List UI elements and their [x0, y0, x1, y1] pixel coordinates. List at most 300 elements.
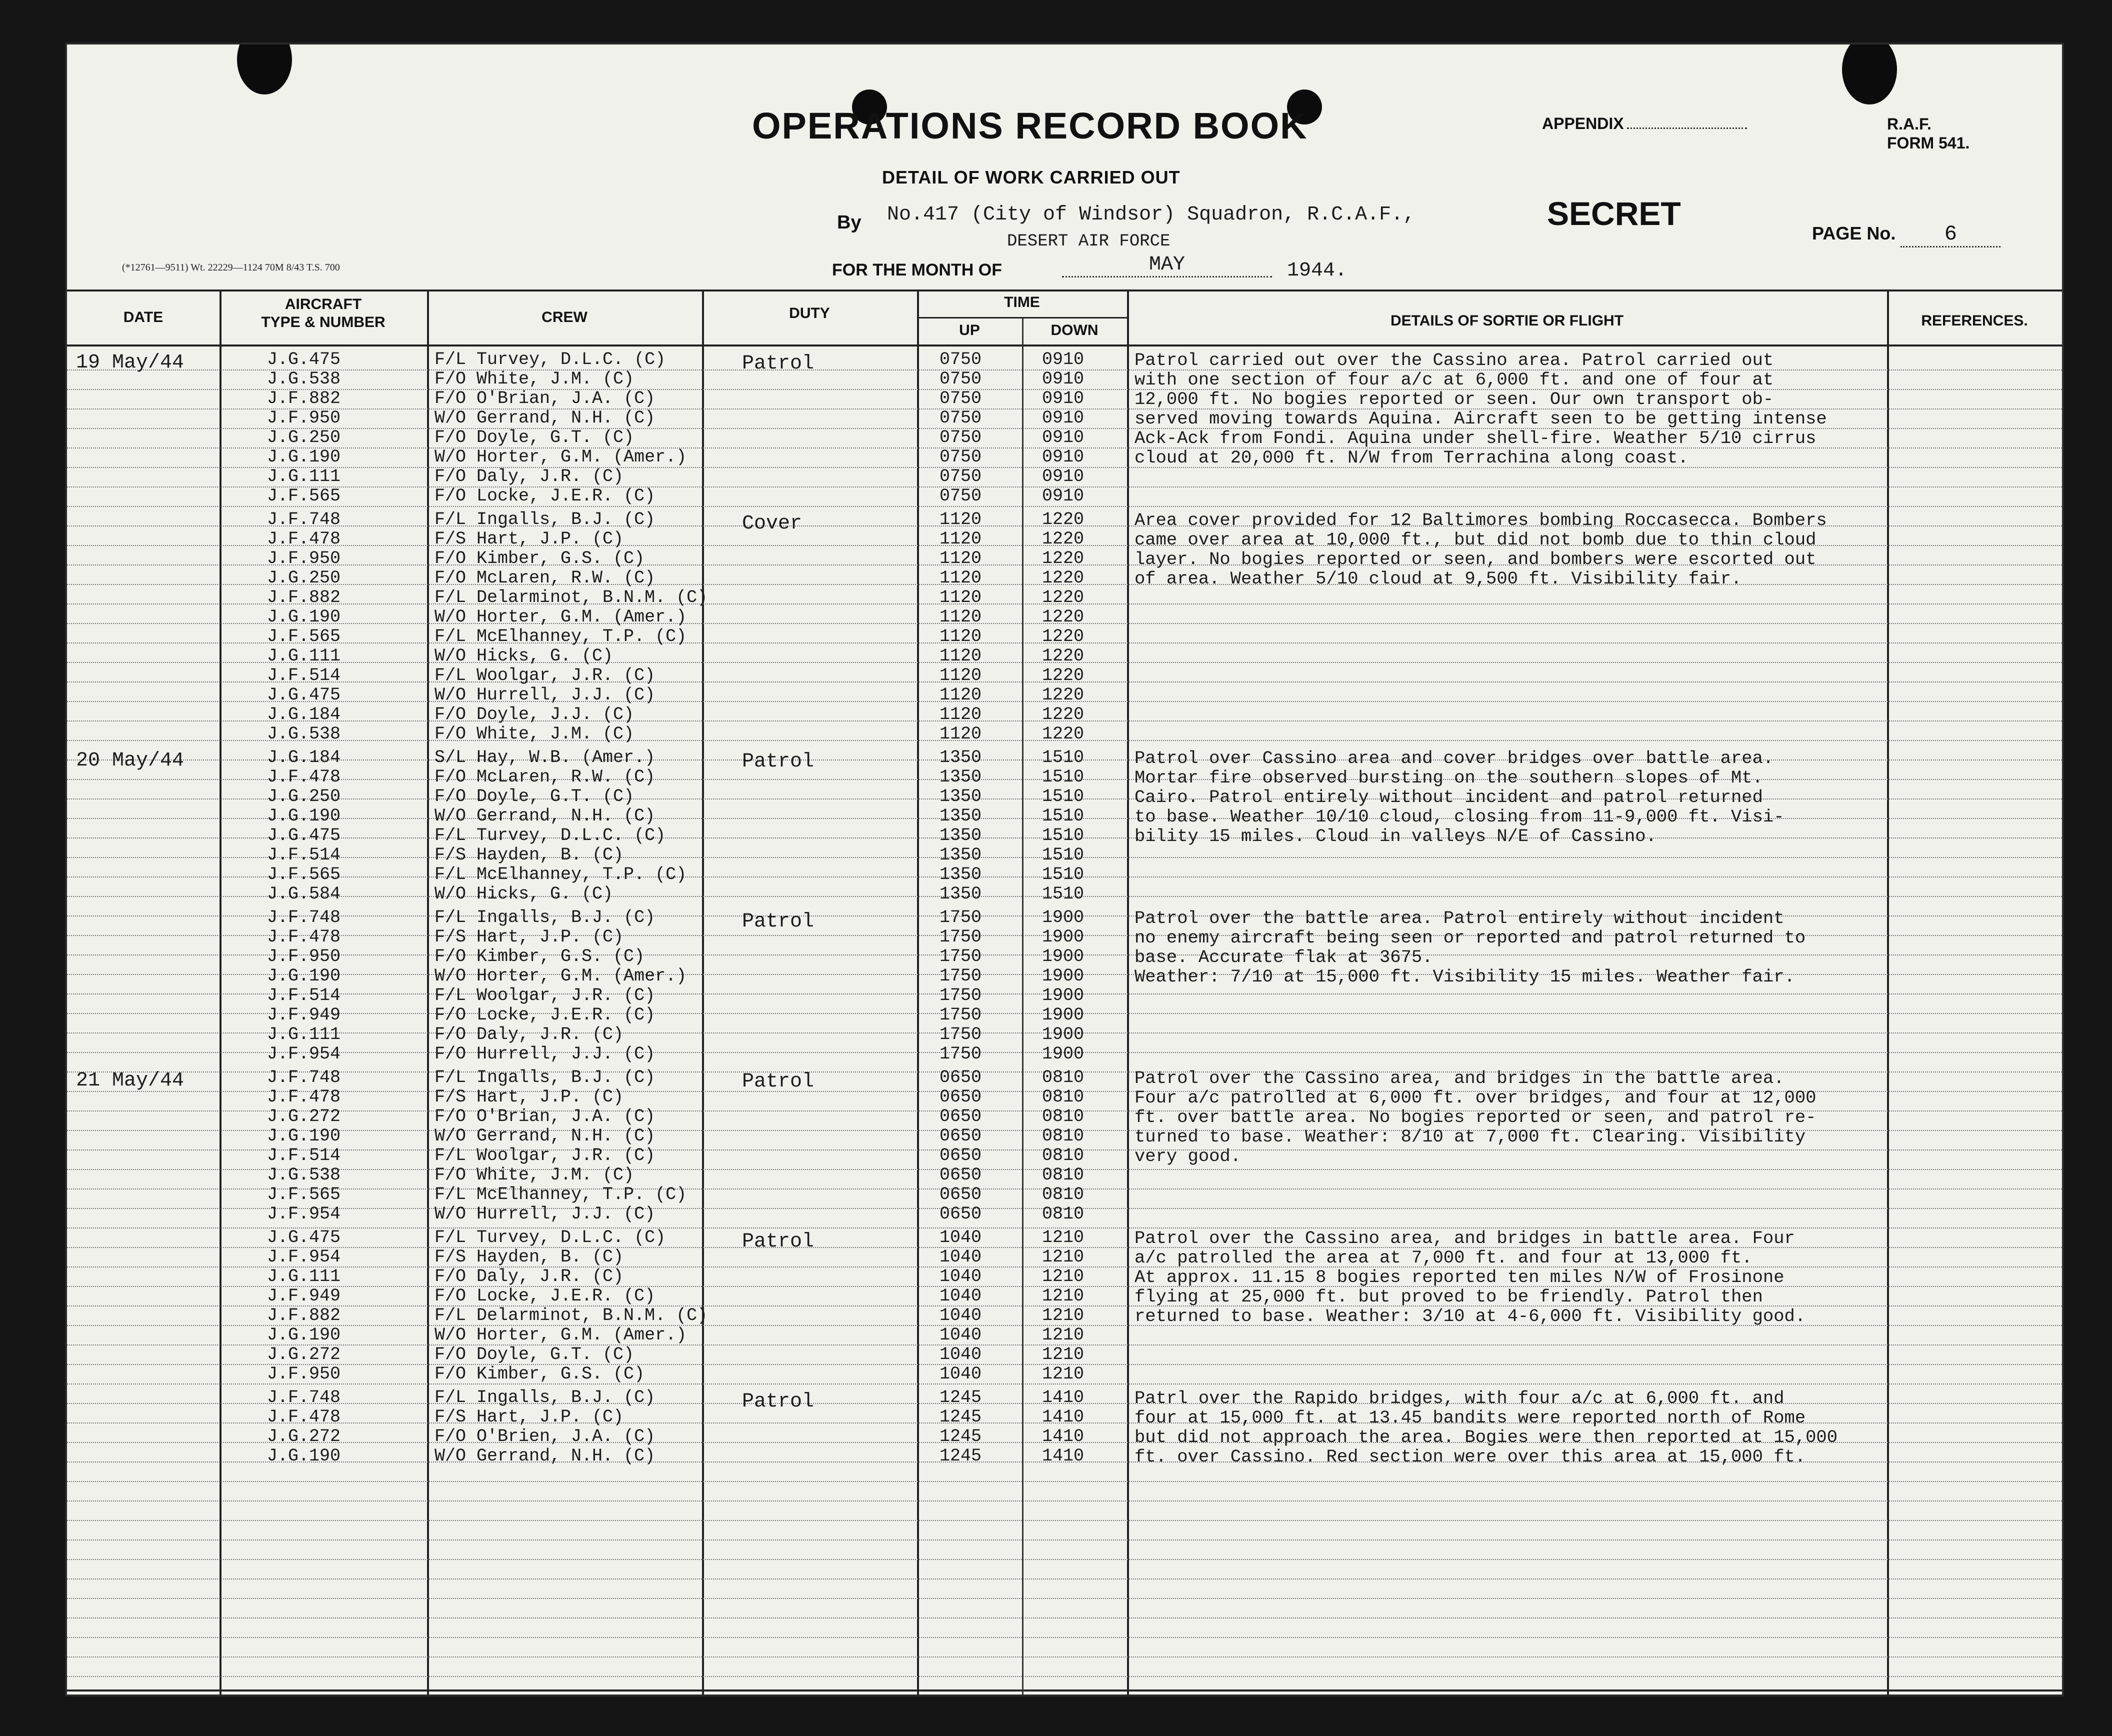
crew-member: F/L McElhanney, T.P. (C) — [434, 1184, 687, 1204]
time-down: 1210 — [1042, 1286, 1084, 1306]
time-up: 1120 — [940, 607, 982, 627]
time-down: 0810 — [1042, 1165, 1084, 1185]
col-references: REFERENCES. — [1921, 312, 2028, 329]
col-aircraft — [220, 296, 427, 332]
month-label: FOR THE MONTH OF — [832, 260, 1002, 280]
time-down: 0810 — [1042, 1106, 1084, 1126]
time-down: 1220 — [1042, 568, 1084, 588]
sortie-detail-line: Patrl over the Rapido bridges, with four a/c at 6,000 ft. and — [1134, 1388, 1784, 1408]
aircraft-number: J.F.949 — [267, 1005, 341, 1025]
aircraft-number: J.F.565 — [267, 1184, 341, 1204]
aircraft-number: J.F.882 — [267, 388, 341, 408]
print-reference: (*12761—9511) Wt. 22229—1124 70M 8/43 T.S. 700 — [122, 262, 340, 273]
col-aircraft-line1: AIRCRAFT — [284, 296, 362, 312]
time-down: 0810 — [1042, 1184, 1084, 1204]
crew-member: F/O Daly, J.R. (C) — [434, 466, 624, 486]
time-down: 1210 — [1042, 1228, 1084, 1248]
crew-member: S/L Hay, W.B. (Amer.) — [434, 748, 656, 768]
time-down: 1510 — [1042, 826, 1084, 846]
crew-member: F/O McLaren, R.W. (C) — [434, 568, 656, 588]
crew-member: F/O O'Brian, J.A. (C) — [434, 388, 656, 408]
ruled-line — [67, 1676, 2062, 1677]
time-down: 1220 — [1042, 510, 1084, 530]
sortie-detail-line: flying at 25,000 ft. but proved to be friendly. Patrol then — [1134, 1286, 1763, 1307]
time-up: 0650 — [940, 1146, 982, 1166]
sortie-detail-line: ft. over battle area. No bogies reported or seen, and patrol re- — [1134, 1107, 1816, 1128]
crew-member: W/O Gerrand, N.H. (C) — [434, 408, 656, 428]
aircraft-number: J.F.748 — [267, 510, 341, 530]
col-crew: CREW — [542, 309, 588, 326]
time-up: 0750 — [940, 350, 982, 370]
crew-member: F/O Locke, J.E.R. (C) — [434, 1286, 656, 1306]
crew-member: F/O White, J.M. (C) — [434, 369, 634, 389]
entry-date: 21 May/44 — [76, 1070, 184, 1092]
time-up: 1245 — [940, 1426, 982, 1446]
aircraft-number: J.G.272 — [267, 1426, 341, 1446]
entry-duty: Patrol — [742, 352, 814, 375]
time-up: 0650 — [940, 1204, 982, 1224]
crew-member: W/O Hicks, G. (C) — [434, 646, 614, 666]
time-down: 1900 — [1042, 966, 1084, 986]
aircraft-number: J.F.748 — [267, 908, 341, 928]
aircraft-number: J.G.272 — [267, 1344, 341, 1364]
sortie-detail-line: but did not approach the area. Bogies were then reported at 15,000 — [1134, 1427, 1838, 1448]
time-down: 1220 — [1042, 685, 1084, 705]
sortie-detail-line: of area. Weather 5/10 cloud at 9,500 ft. Visibility fair. — [1134, 568, 1742, 589]
aircraft-number: J.G.538 — [267, 1165, 341, 1185]
sortie-detail-line: Cairo. Patrol entirely without incident and patrol returned — [1134, 787, 1763, 808]
aircraft-number: J.F.748 — [267, 1388, 341, 1408]
time-down: 0910 — [1042, 388, 1084, 408]
col-aircraft-line2: TYPE & NUMBER — [261, 314, 386, 330]
time-down: 1510 — [1042, 864, 1084, 884]
time-down: 0810 — [1042, 1146, 1084, 1166]
time-up: 1120 — [940, 626, 982, 646]
time-down: 1410 — [1042, 1446, 1084, 1466]
ruled-line — [67, 1637, 2062, 1638]
time-up: 1120 — [940, 568, 982, 588]
aircraft-number: J.G.475 — [267, 350, 341, 370]
time-down: 1220 — [1042, 626, 1084, 646]
time-down: 1510 — [1042, 767, 1084, 787]
ruled-line — [67, 1656, 2062, 1658]
col-time-down: DOWN — [1050, 322, 1098, 338]
time-up: 0750 — [940, 486, 982, 506]
time-down: 0910 — [1042, 428, 1084, 448]
time-up: 1350 — [940, 845, 982, 865]
crew-member: F/O Doyle, J.J. (C) — [434, 704, 634, 724]
aircraft-number: J.F.565 — [267, 486, 341, 506]
year-value: 1944. — [1287, 260, 1348, 282]
time-up: 1040 — [940, 1247, 982, 1267]
crew-member: F/O O'Brien, J.A. (C) — [434, 1426, 656, 1446]
ruled-line — [67, 1481, 2062, 1482]
time-up: 0750 — [940, 388, 982, 408]
time-down: 0910 — [1042, 447, 1084, 467]
crew-member: F/S Hart, J.P. (C) — [434, 1087, 624, 1107]
time-up: 1120 — [940, 724, 982, 744]
aircraft-number: J.G.584 — [267, 884, 341, 904]
crew-member: F/S Hart, J.P. (C) — [434, 529, 624, 549]
sortie-detail-line: served moving towards Aquina. Aircraft seen to be getting intense — [1134, 408, 1827, 429]
crew-member: W/O Horter, G.M. (Amer.) — [434, 447, 687, 467]
time-up: 1350 — [940, 884, 982, 904]
time-down: 1220 — [1042, 529, 1084, 549]
aircraft-number: J.G.475 — [267, 685, 341, 705]
time-down: 1410 — [1042, 1426, 1084, 1446]
time-up: 1245 — [940, 1407, 982, 1427]
aircraft-number: J.F.514 — [267, 845, 341, 865]
ruled-line — [67, 1598, 2062, 1599]
crew-member: F/L Ingalls, B.J. (C) — [434, 510, 656, 530]
sortie-detail-line: bility 15 miles. Cloud in valleys N/E of Cassino. — [1134, 826, 1656, 846]
month-value: MAY — [1062, 254, 1272, 278]
time-down: 1210 — [1042, 1306, 1084, 1326]
crew-member: F/O Daly, J.R. (C) — [434, 1024, 624, 1044]
aircraft-number: J.G.538 — [267, 369, 341, 389]
sortie-table — [67, 290, 2062, 1694]
entry-duty: Patrol — [742, 750, 814, 773]
crew-member: F/O Doyle, G.T. (C) — [434, 1344, 634, 1364]
time-up: 0650 — [940, 1126, 982, 1146]
aircraft-number: J.G.111 — [267, 466, 341, 486]
form-title: OPERATIONS RECORD BOOK — [752, 105, 1308, 146]
entry-duty: Patrol — [742, 1230, 814, 1253]
ruled-line — [67, 1500, 2062, 1502]
record-page — [65, 42, 2064, 1696]
time-down: 1410 — [1042, 1407, 1084, 1427]
crew-member: W/O Hurrell, J.J. (C) — [434, 685, 656, 705]
sortie-detail-line: Patrol over Cassino area and cover bridges over battle area. — [1134, 748, 1774, 768]
crew-member: F/L Ingalls, B.J. (C) — [434, 1388, 656, 1408]
col-duty: DUTY — [789, 305, 830, 322]
crew-member: F/L McElhanney, T.P. (C) — [434, 626, 687, 646]
time-up: 0750 — [940, 369, 982, 389]
time-up: 1120 — [940, 666, 982, 686]
aircraft-number: J.G.190 — [267, 1325, 341, 1345]
appendix-field — [1542, 114, 1747, 133]
time-down: 1220 — [1042, 724, 1084, 744]
crew-member: F/S Hart, J.P. (C) — [434, 927, 624, 947]
time-down: 1220 — [1042, 548, 1084, 568]
time-up: 1040 — [940, 1306, 982, 1326]
sortie-detail-line: a/c patrolled the area at 7,000 ft. and four at 13,000 ft. — [1134, 1248, 1752, 1268]
aircraft-number: J.G.190 — [267, 966, 341, 986]
time-up: 0650 — [940, 1106, 982, 1126]
time-down: 1220 — [1042, 704, 1084, 724]
formation-name: DESERT AIR FORCE — [1007, 232, 1170, 251]
sortie-detail-line: cloud at 20,000 ft. N/W from Terrachina along coast. — [1134, 448, 1688, 468]
time-up: 1120 — [940, 510, 982, 530]
time-up: 1750 — [940, 946, 982, 966]
time-up: 1040 — [940, 1286, 982, 1306]
col-time: TIME — [1004, 294, 1040, 310]
time-up: 1350 — [940, 806, 982, 826]
sortie-detail-line: with one section of four a/c at 6,000 ft. and one of four at — [1134, 370, 1774, 390]
sortie-detail-line: Area cover provided for 12 Baltimores bombing Roccasecca. Bombers — [1134, 510, 1827, 530]
time-down: 1900 — [1042, 927, 1084, 947]
time-up: 1120 — [940, 588, 982, 608]
time-up: 1040 — [940, 1364, 982, 1384]
aircraft-number: J.G.111 — [267, 646, 341, 666]
time-down: 0910 — [1042, 350, 1084, 370]
crew-member: F/S Hayden, B. (C) — [434, 845, 624, 865]
time-up: 1040 — [940, 1266, 982, 1286]
time-up: 0650 — [940, 1184, 982, 1204]
crew-member: F/L Woolgar, J.R. (C) — [434, 986, 656, 1006]
sortie-detail-line: ft. over Cassino. Red section were over this area at 15,000 ft. — [1134, 1446, 1806, 1467]
time-up: 0750 — [940, 466, 982, 486]
time-down: 0810 — [1042, 1204, 1084, 1224]
time-up: 1245 — [940, 1388, 982, 1408]
form-label-raf: R.A.F. — [1887, 115, 1932, 133]
time-down: 1220 — [1042, 607, 1084, 627]
sortie-detail-line: came over area at 10,000 ft., but did not bomb due to thin cloud — [1134, 530, 1816, 550]
aircraft-number: J.G.184 — [267, 704, 341, 724]
time-down: 1220 — [1042, 646, 1084, 666]
aircraft-number: J.F.514 — [267, 666, 341, 686]
page-number-field — [1812, 222, 2000, 248]
time-up: 1750 — [940, 1005, 982, 1025]
crew-member: F/O O'Brian, J.A. (C) — [434, 1106, 656, 1126]
aircraft-number: J.G.111 — [267, 1266, 341, 1286]
sortie-detail-line: no enemy aircraft being seen or reported and patrol returned to — [1134, 928, 1806, 948]
crew-member: F/L Ingalls, B.J. (C) — [434, 908, 656, 928]
time-down: 1900 — [1042, 1044, 1084, 1064]
page-label: PAGE No. — [1812, 223, 1896, 244]
crew-member: F/O Hurrell, J.J. (C) — [434, 1044, 656, 1064]
crew-member: F/L Ingalls, B.J. (C) — [434, 1068, 656, 1088]
time-down: 0910 — [1042, 466, 1084, 486]
sortie-detail-line: very good. — [1134, 1146, 1242, 1166]
crew-member: F/L Turvey, D.L.C. (C) — [434, 350, 666, 370]
crew-member: F/L Delarminot, B.N.M. (C) — [434, 588, 708, 608]
time-up: 0650 — [940, 1165, 982, 1185]
aircraft-number: J.F.950 — [267, 548, 341, 568]
punch-hole-left — [237, 42, 292, 94]
ruled-line — [67, 1520, 2062, 1521]
crew-member: F/O White, J.M. (C) — [434, 724, 634, 744]
aircraft-number: J.F.882 — [267, 588, 341, 608]
punch-hole-right — [1842, 42, 1897, 104]
aircraft-number: J.G.475 — [267, 826, 341, 846]
sortie-detail-line: Ack-Ack from Fondi. Aquina under shell-fire. Weather 5/10 cirrus — [1134, 428, 1816, 448]
col-time-up: UP — [959, 322, 980, 338]
crew-member: F/S Hart, J.P. (C) — [434, 1407, 624, 1427]
entry-duty: Patrol — [742, 1390, 814, 1413]
crew-member: F/L Delarminot, B.N.M. (C) — [434, 1306, 708, 1326]
aircraft-number: J.F.748 — [267, 1068, 341, 1088]
aircraft-number: J.G.190 — [267, 1446, 341, 1466]
time-down: 1220 — [1042, 666, 1084, 686]
crew-member: F/O McLaren, R.W. (C) — [434, 767, 656, 787]
aircraft-number: J.G.184 — [267, 748, 341, 768]
time-up: 1350 — [940, 748, 982, 768]
ruled-line — [67, 506, 2062, 507]
sortie-detail-line: Patrol carried out over the Cassino area. Patrol carried out — [1134, 350, 1774, 370]
time-up: 1120 — [940, 548, 982, 568]
col-date: DATE — [123, 309, 164, 326]
crew-member: F/O Locke, J.E.R. (C) — [434, 1005, 656, 1025]
time-down: 1900 — [1042, 1024, 1084, 1044]
aircraft-number: J.G.111 — [267, 1024, 341, 1044]
time-up: 1750 — [940, 1024, 982, 1044]
aircraft-number: J.F.950 — [267, 946, 341, 966]
crew-member: F/L McElhanney, T.P. (C) — [434, 864, 687, 884]
aircraft-number: J.F.514 — [267, 1146, 341, 1166]
time-up: 1350 — [940, 826, 982, 846]
time-up: 0750 — [940, 408, 982, 428]
crew-member: F/O Doyle, G.T. (C) — [434, 786, 634, 806]
entry-duty: Cover — [742, 512, 802, 535]
sortie-detail-line: Patrol over the battle area. Patrol entirely without incident — [1134, 908, 1784, 928]
crew-member: W/O Horter, G.M. (Amer.) — [434, 966, 687, 986]
crew-member: F/L Woolgar, J.R. (C) — [434, 666, 656, 686]
crew-member: F/O Kimber, G.S. (C) — [434, 946, 645, 966]
time-down: 1510 — [1042, 748, 1084, 768]
squadron-name: No.417 (City of Windsor) Squadron, R.C.A.F., — [887, 204, 1416, 226]
time-down: 1220 — [1042, 588, 1084, 608]
time-down: 0810 — [1042, 1087, 1084, 1107]
aircraft-number: J.F.478 — [267, 927, 341, 947]
sortie-detail-line: base. Accurate flak at 3675. — [1134, 947, 1433, 968]
sortie-detail-line: Weather: 7/10 at 15,000 ft. Visibility 15 miles. Weather fair. — [1134, 966, 1795, 987]
crew-member: F/O Doyle, G.T. (C) — [434, 428, 634, 448]
aircraft-number: J.F.478 — [267, 529, 341, 549]
time-up: 1040 — [940, 1344, 982, 1364]
aircraft-number: J.F.478 — [267, 767, 341, 787]
time-up: 1040 — [940, 1228, 982, 1248]
crew-member: F/O Daly, J.R. (C) — [434, 1266, 624, 1286]
time-up: 1750 — [940, 908, 982, 928]
time-up: 1120 — [940, 646, 982, 666]
time-down: 1900 — [1042, 908, 1084, 928]
sortie-detail-line: At approx. 11.15 8 bogies reported ten miles N/W of Frosinone — [1134, 1267, 1784, 1288]
form-number — [1887, 114, 1970, 152]
time-up: 0650 — [940, 1087, 982, 1107]
crew-member: W/O Gerrand, N.H. (C) — [434, 1126, 656, 1146]
time-down: 0810 — [1042, 1068, 1084, 1088]
time-down: 1510 — [1042, 845, 1084, 865]
time-up: 0750 — [940, 428, 982, 448]
time-down: 1510 — [1042, 786, 1084, 806]
crew-member: F/O Kimber, G.S. (C) — [434, 1364, 645, 1384]
form-subtitle: DETAIL OF WORK CARRIED OUT — [882, 167, 1180, 188]
by-label: By — [837, 212, 862, 233]
time-down: 0810 — [1042, 1126, 1084, 1146]
aircraft-number: J.F.950 — [267, 1364, 341, 1384]
aircraft-number: J.G.475 — [267, 1228, 341, 1248]
page-number: 6 — [1900, 222, 2000, 248]
sortie-detail-line: to base. Weather 10/10 cloud, closing from 11-9,000 ft. Visi- — [1134, 806, 1784, 827]
crew-member: F/L Woolgar, J.R. (C) — [434, 1146, 656, 1166]
time-down: 1900 — [1042, 946, 1084, 966]
entry-duty: Patrol — [742, 1070, 814, 1093]
time-up: 1120 — [940, 685, 982, 705]
time-down: 0910 — [1042, 408, 1084, 428]
aircraft-number: J.F.954 — [267, 1204, 341, 1224]
aircraft-number: J.G.538 — [267, 724, 341, 744]
ruled-line — [67, 1578, 2062, 1580]
crew-member: F/O White, J.M. (C) — [434, 1165, 634, 1185]
crew-member: W/O Horter, G.M. (Amer.) — [434, 607, 687, 627]
sortie-detail-line: Patrol over the Cassino area, and bridges in battle area. Four — [1134, 1228, 1795, 1248]
time-down: 1900 — [1042, 986, 1084, 1006]
crew-member: F/S Hayden, B. (C) — [434, 1247, 624, 1267]
crew-member: W/O Gerrand, N.H. (C) — [434, 1446, 656, 1466]
entry-duty: Patrol — [742, 910, 814, 933]
crew-member: F/O Locke, J.E.R. (C) — [434, 486, 656, 506]
sortie-detail-line: four at 15,000 ft. at 13.45 bandits were reported north of Rome — [1134, 1408, 1806, 1428]
entry-date: 20 May/44 — [76, 750, 184, 772]
time-up: 1350 — [940, 864, 982, 884]
crew-member: W/O Hurrell, J.J. (C) — [434, 1204, 656, 1224]
aircraft-number: J.F.478 — [267, 1087, 341, 1107]
sortie-detail-line: Mortar fire observed bursting on the southern slopes of Mt. — [1134, 768, 1763, 788]
crew-member: F/O Kimber, G.S. (C) — [434, 548, 645, 568]
crew-member: W/O Horter, G.M. (Amer.) — [434, 1325, 687, 1345]
aircraft-number: J.G.250 — [267, 786, 341, 806]
aircraft-number: J.G.250 — [267, 568, 341, 588]
time-down: 1900 — [1042, 1005, 1084, 1025]
aircraft-number: J.G.190 — [267, 1126, 341, 1146]
time-up: 1350 — [940, 767, 982, 787]
time-up: 1120 — [940, 529, 982, 549]
aircraft-number: J.F.950 — [267, 408, 341, 428]
time-up: 0650 — [940, 1068, 982, 1088]
aircraft-number: J.G.190 — [267, 806, 341, 826]
time-down: 1210 — [1042, 1325, 1084, 1345]
time-down: 0910 — [1042, 486, 1084, 506]
aircraft-number: J.G.272 — [267, 1106, 341, 1126]
time-down: 1210 — [1042, 1364, 1084, 1384]
aircraft-number: J.G.190 — [267, 607, 341, 627]
aircraft-number: J.F.954 — [267, 1044, 341, 1064]
sortie-detail-line: layer. No bogies reported or seen, and bombers were escorted out — [1134, 549, 1816, 570]
entry-date: 19 May/44 — [76, 352, 184, 374]
time-down: 1210 — [1042, 1344, 1084, 1364]
appendix-label: APPENDIX — [1542, 114, 1624, 132]
form-label-541: FORM 541. — [1887, 134, 1970, 152]
aircraft-number: J.F.882 — [267, 1306, 341, 1326]
time-down: 1210 — [1042, 1266, 1084, 1286]
time-down: 1410 — [1042, 1388, 1084, 1408]
time-up: 1750 — [940, 927, 982, 947]
sortie-detail-line: Four a/c patrolled at 6,000 ft. over bridges, and four at 12,000 — [1134, 1088, 1816, 1108]
time-down: 0910 — [1042, 369, 1084, 389]
col-details: DETAILS OF SORTIE OR FLIGHT — [1390, 312, 1624, 329]
aircraft-number: J.G.190 — [267, 447, 341, 467]
time-up: 1245 — [940, 1446, 982, 1466]
sortie-detail-line: 12,000 ft. No bogies reported or seen. Our own transport ob- — [1134, 389, 1774, 410]
aircraft-number: J.F.478 — [267, 1407, 341, 1427]
time-up: 1750 — [940, 1044, 982, 1064]
time-down: 1510 — [1042, 884, 1084, 904]
ruled-line — [67, 1559, 2062, 1560]
crew-member: F/L Turvey, D.L.C. (C) — [434, 826, 666, 846]
aircraft-number: J.F.949 — [267, 1286, 341, 1306]
crew-member: W/O Hicks, G. (C) — [434, 884, 614, 904]
sortie-detail-line: turned to base. Weather: 8/10 at 7,000 ft. Clearing. Visibility — [1134, 1126, 1806, 1147]
aircraft-number: J.G.250 — [267, 428, 341, 448]
crew-member: F/L Turvey, D.L.C. (C) — [434, 1228, 666, 1248]
time-up: 1750 — [940, 986, 982, 1006]
time-up: 1350 — [940, 786, 982, 806]
aircraft-number: J.F.565 — [267, 626, 341, 646]
time-up: 0750 — [940, 447, 982, 467]
time-down: 1510 — [1042, 806, 1084, 826]
aircraft-number: J.F.565 — [267, 864, 341, 884]
